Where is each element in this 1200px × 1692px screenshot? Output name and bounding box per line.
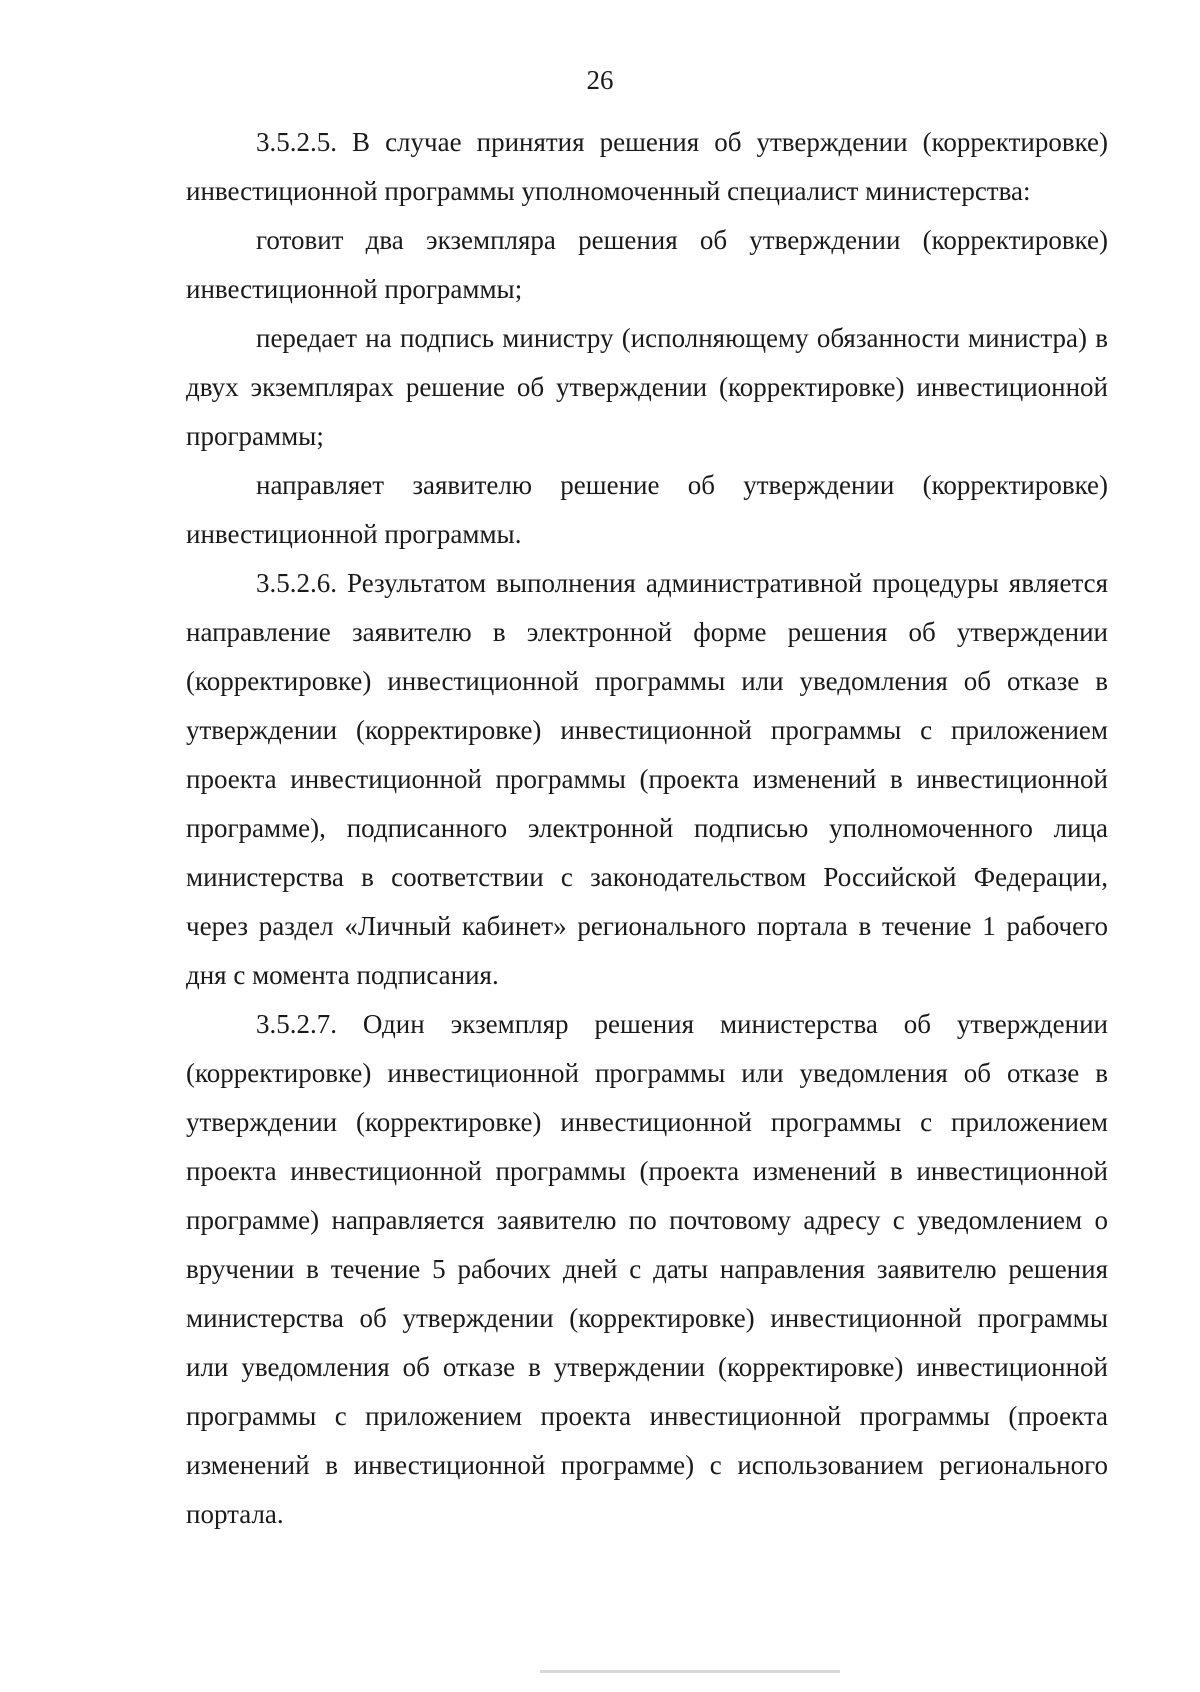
scan-artifact — [540, 1670, 840, 1673]
paragraph-submits-for-signature: передает на подпись министру (исполняющему обязанности министра) в двух экземплярах решение об утверждении (корректировке) инвестиционной программы; — [186, 323, 1108, 451]
page-number: 26 — [586, 65, 614, 95]
document-body — [186, 118, 1108, 1539]
paragraph-prepares-copies: готовит два экземпляра решения об утверждении (корректировке) инвестиционной программы; — [186, 225, 1108, 304]
paragraph-3-5-2-6: 3.5.2.6. Результатом выполнения административной процедуры является направление заявителю в электронной форме решения об утверждении (корректировке) инвестиционной программы или уведомления об отказе в утверждении (корректировке) инвестиционной программы с приложением проекта инвестиционной программы (проекта изменений в инвестиционной программе), подписанного электронной подписью уполномоченного лица министерства в соответствии с законодательством Российской Федерации, через раздел «Личный кабинет» регионального портала в течение 1 рабочего дня с момента подписания. — [186, 568, 1108, 990]
paragraph-3-5-2-7: 3.5.2.7. Один экземпляр решения министерства об утверждении (корректировке) инвестиционной программы или уведомления об отказе в утверждении (корректировке) инвестиционной программы с приложением проекта инвестиционной программы (проекта изменений в инвестиционной программе) направляется заявителю по почтовому адресу с уведомлением о вручении в течение 5 рабочих дней с даты направления заявителю решения министерства об утверждении (корректировке) инвестиционной программы или уведомления об отказе в утверждении (корректировке) инвестиционной программы с приложением проекта инвестиционной программы (проекта изменений в инвестиционной программе) с использованием регионального портала. — [186, 1009, 1108, 1529]
paragraph-3-5-2-5: 3.5.2.5. В случае принятия решения об утверждении (корректировке) инвестиционной программы уполномоченный специалист министерства: — [186, 127, 1108, 206]
paragraph-sends-decision: направляет заявителю решение об утверждении (корректировке) инвестиционной программы. — [186, 470, 1108, 549]
